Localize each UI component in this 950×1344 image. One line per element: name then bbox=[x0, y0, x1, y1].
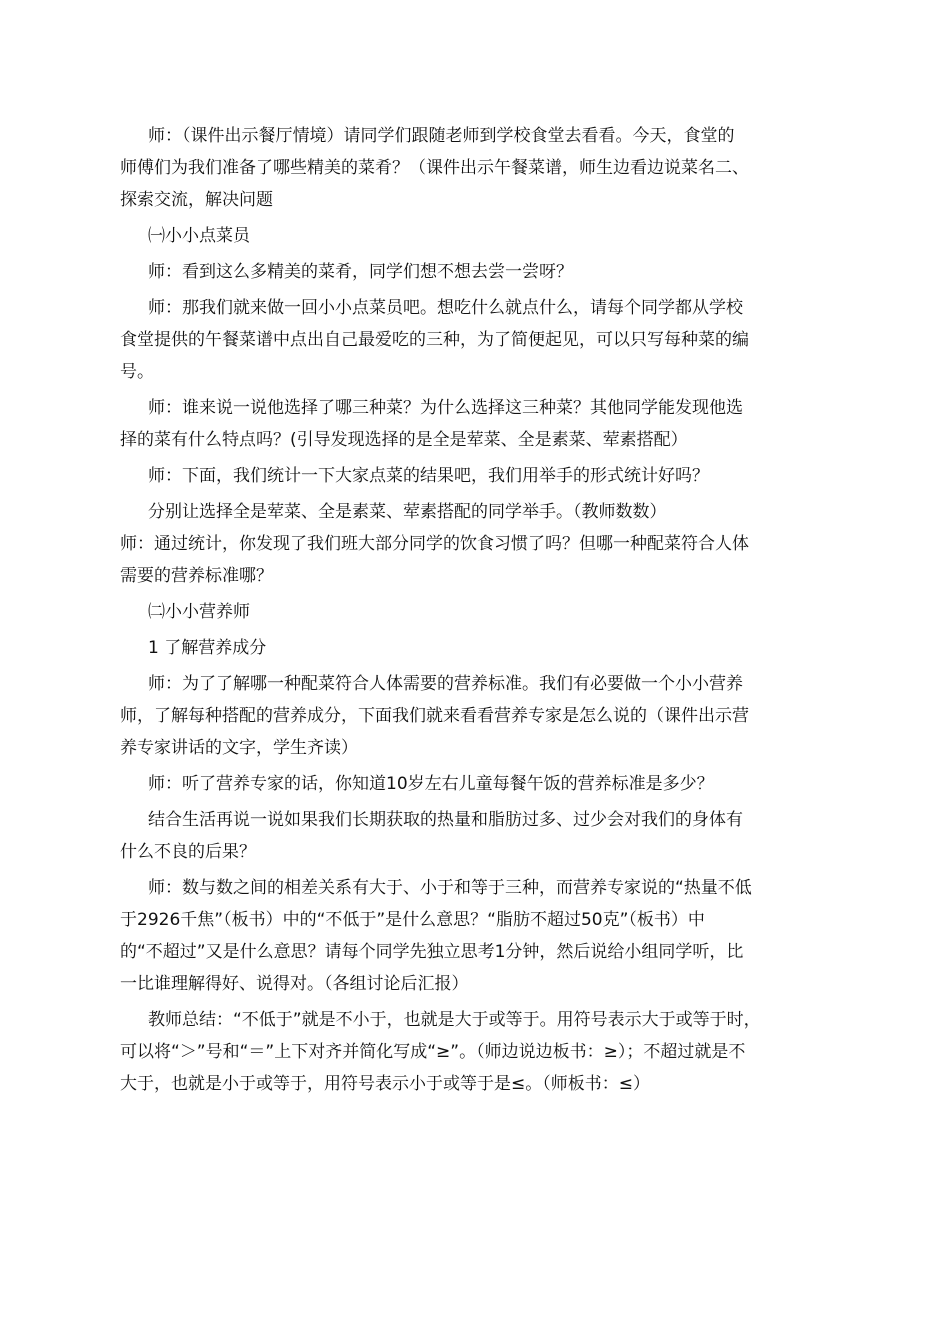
paragraph-raise-hands bbox=[120, 496, 835, 528]
paragraph-teacher-summary bbox=[120, 1004, 835, 1100]
text-line: 养专家讲话的文字，学生齐读） bbox=[120, 738, 358, 758]
section-heading-order-clerk bbox=[120, 220, 835, 252]
section-heading-nutritionist bbox=[120, 596, 835, 628]
text-line: 师：（课件出示餐厅情境）请同学们跟随老师到学校食堂去看看。今天，食堂的 bbox=[148, 126, 735, 146]
text-line: 教师总结：“不低于”就是不小于，也就是大于或等于。用符号表示大于或等于时， bbox=[148, 1010, 761, 1030]
paragraph-comparison-relations bbox=[120, 872, 835, 1000]
text-line: ㈡小小营养师 bbox=[148, 602, 250, 622]
text-line: 分别让选择全是荤菜、全是素菜、荤素搭配的同学举手。（教师数数） bbox=[148, 502, 667, 522]
paragraph-eating-habits bbox=[120, 528, 835, 592]
text-line: 择的菜有什么特点吗？(引导发现选择的是全是荤菜、全是素菜、荤素搭配） bbox=[120, 430, 688, 450]
document-body bbox=[120, 120, 835, 1100]
text-line: 的“不超过”又是什么意思？请每个同学先独立思考1分钟，然后说给小组同学听，比 bbox=[120, 942, 744, 962]
paragraph-statistics bbox=[120, 460, 835, 492]
paragraph-which-three bbox=[120, 392, 835, 456]
text-line: 师：下面，我们统计一下大家点菜的结果吧，我们用举手的形式统计好吗？ bbox=[148, 466, 709, 486]
text-line: 食堂提供的午餐菜谱中点出自己最爱吃的三种，为了简便起见，可以只写每种菜的编 bbox=[120, 330, 749, 350]
text-line: 师：看到这么多精美的菜肴，同学们想不想去尝一尝呀？ bbox=[148, 262, 573, 282]
text-line: 师：通过统计，你发现了我们班大部分同学的饮食习惯了吗？但哪一种配菜符合人体 bbox=[120, 534, 749, 554]
text-line: 什么不良的后果？ bbox=[120, 842, 256, 862]
text-line: 一比谁理解得好、说得对。（各组讨论后汇报） bbox=[120, 974, 469, 994]
text-line: 结合生活再说一说如果我们长期获取的热量和脂肪过多、过少会对我们的身体有 bbox=[148, 810, 743, 830]
paragraph-lunch-standard bbox=[120, 768, 835, 800]
text-line: 号。 bbox=[120, 362, 154, 382]
text-line: 师：数与数之间的相差关系有大于、小于和等于三种，而营养专家说的“热量不低 bbox=[148, 878, 752, 898]
subheading-nutrition-content bbox=[120, 632, 835, 664]
text-line: 师傅们为我们准备了哪些精美的菜肴？（课件出示午餐菜谱，师生边看边说菜名二、 bbox=[120, 158, 749, 178]
paragraph-cafeteria-intro bbox=[120, 120, 835, 216]
text-line: 师：为了了解哪一种配菜符合人体需要的营养标准。我们有必要做一个小小营养 bbox=[148, 674, 743, 694]
text-line: 师，了解每种搭配的营养成分，下面我们就来看看营养专家是怎么说的（课件出示营 bbox=[120, 706, 749, 726]
paragraph-order-dishes bbox=[120, 292, 835, 388]
text-line: 探索交流，解决问题 bbox=[120, 190, 273, 210]
text-line: 师：听了营养专家的话，你知道10岁左右儿童每餐午饭的营养标准是多少？ bbox=[148, 774, 714, 794]
text-line: 可以将“＞”号和“＝”上下对齐并简化写成“≥”。（师边说边板书：≥）；不超过就是不 bbox=[120, 1042, 746, 1062]
paragraph-nutrition-standard bbox=[120, 668, 835, 764]
paragraph-want-to-taste bbox=[120, 256, 835, 288]
text-line: ㈠小小点菜员 bbox=[148, 226, 250, 246]
text-line: 需要的营养标准哪？ bbox=[120, 566, 273, 586]
text-line: 大于，也就是小于或等于，用符号表示小于或等于是≤。（师板书：≤） bbox=[120, 1074, 650, 1094]
text-line: 师：那我们就来做一回小小点菜员吧。想吃什么就点什么，请每个同学都从学校 bbox=[148, 298, 743, 318]
paragraph-consequences bbox=[120, 804, 835, 868]
text-line: 师：谁来说一说他选择了哪三种菜？为什么选择这三种菜？其他同学能发现他选 bbox=[148, 398, 743, 418]
text-line: 于2926千焦”（板书）中的“不低于”是什么意思？“脂肪不超过50克”（板书）中 bbox=[120, 910, 705, 930]
text-line: 1 了解营养成分 bbox=[148, 638, 267, 658]
